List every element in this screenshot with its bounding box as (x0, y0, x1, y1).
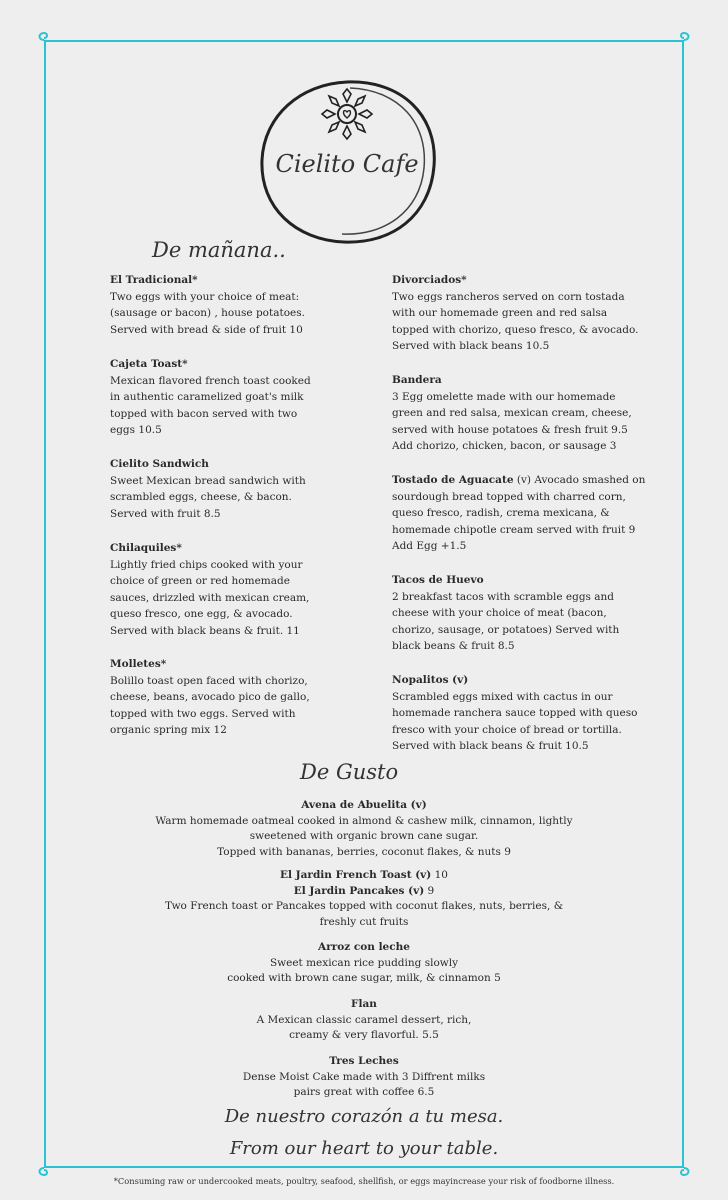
gusto-item (100, 997, 628, 1044)
item-name: Tostado de Aguacate (392, 474, 514, 486)
gusto-item (100, 798, 628, 860)
menu-item (110, 456, 400, 540)
gusto-item (100, 868, 628, 930)
item-name: El Jardin Pancakes (v) (293, 884, 425, 897)
item-name: Avena de Abuelita (v) (301, 799, 427, 811)
menu-item (392, 372, 652, 472)
item-name: Divorciados* (392, 274, 467, 286)
tagline-english: From our heart to your table. (229, 1138, 499, 1159)
health-disclaimer: *Consuming raw or undercooked meats, poultry, seafood, shellfish, or eggs mayincrease your risk of foodborne illness. (113, 1176, 615, 1186)
item-name: El Jardin French Toast (v) (280, 869, 432, 881)
item-desc: Two eggs with your choice of meat: (sausage or bacon) , house potatoes. Served with bread & side of fruit 10 (110, 290, 305, 336)
gusto-item (100, 1054, 628, 1101)
corner-curl-icon (674, 30, 694, 50)
menu-item (392, 572, 652, 672)
item-name: Tres Leches (329, 1055, 399, 1067)
item-desc: 3 Egg omelette made with our homemade green and red salsa, mexican cream, cheese, served with house potatoes & fresh fruit 9.5 Add chorizo, chicken, bacon, or sausage 3 (392, 390, 632, 453)
item-desc: Bolillo toast open faced with chorizo, cheese, beans, avocado pico de gallo, topped with two eggs. Served with organic spring mix 12 (110, 674, 310, 737)
menu-item (392, 672, 652, 755)
section-title-gusto: De Gusto (300, 760, 399, 784)
item-name: Cajeta Toast* (110, 358, 188, 370)
morning-left-column (110, 272, 400, 739)
menu-item (110, 356, 400, 456)
item-desc: Lightly fried chips cooked with your choice of green or red homemade sauces, drizzled with mexican cream, queso fresco, one egg, & avocado. Served with black beans & fruit. 11 (110, 558, 310, 637)
item-desc: sourdough bread topped with charred corn, queso fresco, radish, crema mexicana, & homemade chipotle cream served with fruit 9 Add Egg +1.5 (392, 490, 636, 553)
item-name: Molletes* (110, 658, 167, 670)
item-name: Flan (351, 998, 377, 1010)
menu-item (392, 472, 652, 572)
item-name: Chilaquiles* (110, 542, 182, 554)
morning-right-column (392, 272, 652, 755)
item-desc: Sweet Mexican bread sandwich with scrambled eggs, cheese, & bacon. Served with fruit 8.5 (110, 474, 306, 520)
item-name: El Tradicional* (110, 274, 198, 286)
item-price: 9 (427, 884, 435, 897)
corner-curl-icon (34, 30, 54, 50)
menu-item (110, 656, 400, 739)
item-price: 10 (434, 869, 448, 881)
cafe-name: Cielito Cafe (275, 150, 419, 178)
item-desc: Sweet mexican rice pudding slowly cooked with brown cane sugar, milk, & cinnamon 5 (227, 956, 501, 984)
corner-curl-icon (674, 1158, 694, 1178)
menu-item (392, 272, 652, 372)
item-name: Nopalitos (v) (392, 674, 469, 686)
item-name: Bandera (392, 374, 442, 386)
item-desc: Two eggs rancheros served on corn tostada with our homemade green and red salsa topped with chorizo, queso fresco, & avocado. Served with black beans 10.5 (392, 290, 639, 353)
item-desc: Dense Moist Cake made with 3 Diffrent milks pairs great with coffee 6.5 (242, 1070, 486, 1098)
menu-item (110, 540, 400, 656)
section-title-morning: De mañana.. (152, 238, 286, 262)
item-desc: Mexican flavored french toast cooked in authentic caramelized goat's milk topped with bacon served with two eggs 10.5 (110, 374, 311, 437)
item-desc: Scrambled eggs mixed with cactus in our homemade ranchera sauce topped with queso fresco with your choice of bread or tortilla. Served with black beans & fruit 10.5 (392, 690, 638, 753)
item-name: Tacos de Huevo (392, 574, 484, 586)
item-name: Cielito Sandwich (110, 458, 209, 470)
item-desc: A Mexican classic caramel dessert, rich, creamy & very flavorful. 5.5 (256, 1013, 472, 1041)
corner-curl-icon (34, 1158, 54, 1178)
item-desc: Warm homemade oatmeal cooked in almond & cashew milk, cinnamon, lightly sweetened with organic brown cane sugar. Topped with bananas, berries, coconut flakes, & nuts 9 (155, 814, 573, 858)
item-name: Arroz con leche (318, 941, 410, 953)
tagline-spanish: De nuestro corazón a tu mesa. (224, 1106, 504, 1127)
item-desc: Two French toast or Pancakes topped with coconut flakes, nuts, berries, & freshly cut fruits (164, 900, 564, 928)
menu-item (110, 272, 400, 356)
sun-heart-icon (322, 89, 372, 139)
gusto-item (100, 940, 628, 987)
item-desc: 2 breakfast tacos with scramble eggs and cheese with your choice of meat (bacon, chorizo, sausage, or potatoes) Served with black beans & fruit 8.5 (392, 590, 620, 653)
item-inline-desc: (v) Avocado smashed on (513, 474, 646, 486)
